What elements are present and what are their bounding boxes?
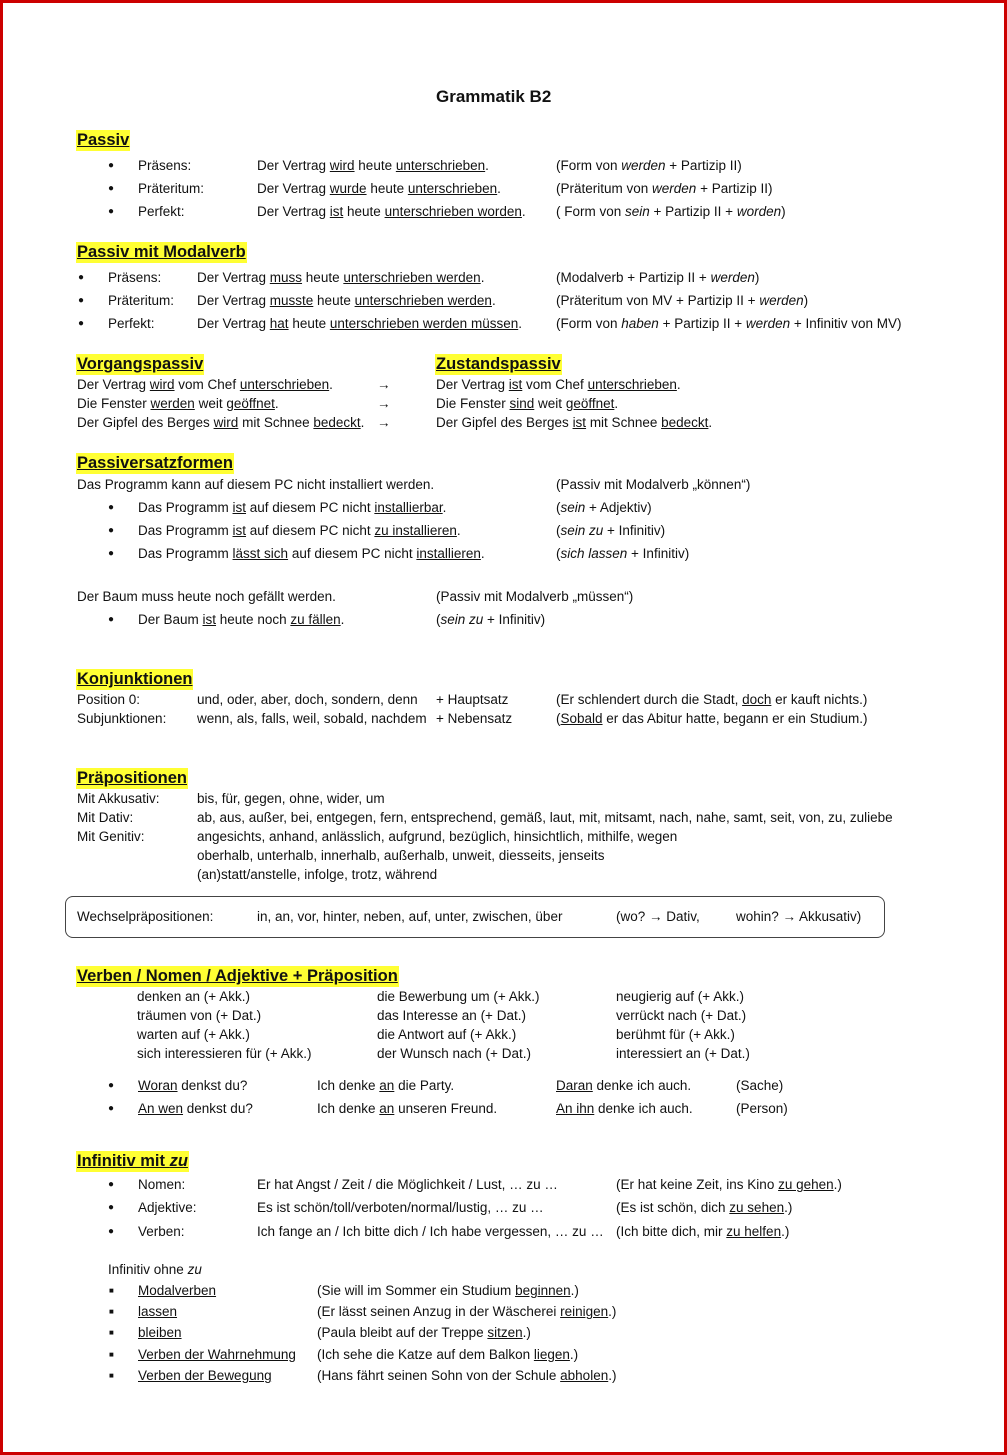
modal-label: ● Perfekt:	[108, 315, 155, 333]
zustand-row: Die Fenster sind weit geöffnet.	[436, 396, 619, 411]
ersatz-intro: Der Baum muss heute noch gefällt werden.	[77, 589, 336, 604]
modal-label: ● Präsens:	[108, 269, 161, 287]
praep-gen: angesichts, anhand, anlässlich, aufgrund, bezüglich, hinsichtlich, mithilfe, wegen	[197, 829, 678, 844]
ersatz-note: (sein zu + Infinitiv)	[556, 523, 666, 538]
vna-reply: Daran denke ich auch.	[556, 1078, 692, 1093]
heading-verben-nomen-adjektive: Verben / Nomen / Adjektive + Präposition	[77, 967, 398, 985]
konj-example: (Sobald er das Abitur hatte, begann er ein Studium.)	[556, 711, 868, 726]
vna-adjective: berühmt für (+ Akk.)	[616, 1027, 735, 1042]
heading-praepositionen: Präpositionen	[77, 769, 188, 787]
vna-adjective: neugierig auf (+ Akk.)	[616, 989, 744, 1004]
ersatz-intro: Das Programm kann auf diesem PC nicht installiert werden.	[77, 477, 435, 492]
vna-verb: sich interessieren für (+ Akk.)	[137, 1046, 312, 1061]
wechsel-label: Wechselpräpositionen:	[77, 909, 214, 924]
inf-example: (Es ist schön, dich zu sehen.)	[616, 1200, 793, 1215]
vna-verb: träumen von (+ Dat.)	[137, 1008, 262, 1023]
inf-ohne-example: (Paula bleibt auf der Treppe sitzen.)	[317, 1325, 531, 1340]
modal-note: (Präteritum von MV + Partizip II + werden)	[556, 293, 809, 308]
vna-verb: denken an (+ Akk.)	[137, 989, 250, 1004]
praep-dat-label: Mit Dativ:	[77, 810, 134, 825]
ersatz-example: ● Das Programm lässt sich auf diesem PC nicht installieren.	[138, 545, 485, 563]
vna-question: ● An wen denkst du?	[138, 1100, 253, 1118]
inf-example: (Er hat keine Zeit, ins Kino zu gehen.)	[616, 1177, 842, 1192]
praep-akk-label: Mit Akkusativ:	[77, 791, 160, 806]
vna-answer: Ich denke an die Party.	[317, 1078, 455, 1093]
ersatz-example: ● Der Baum ist heute noch zu fällen.	[138, 611, 344, 629]
passiv-label: ● Perfekt:	[138, 203, 185, 221]
heading-passiv: Passiv	[77, 131, 130, 149]
vna-noun: der Wunsch nach (+ Dat.)	[377, 1046, 531, 1061]
wechsel-wohin: wohin? → Akkusativ)	[736, 909, 862, 924]
ersatz-note: (sein zu + Infinitiv)	[436, 612, 546, 627]
vna-type: (Sache)	[736, 1078, 784, 1093]
ersatz-note: (sein + Adjektiv)	[556, 500, 652, 515]
vorgang-row: Der Gipfel des Berges wird mit Schnee bedeckt.	[77, 415, 365, 430]
zustand-row: Der Vertrag ist vom Chef unterschrieben.	[436, 377, 681, 392]
konj-type: + Nebensatz	[436, 711, 513, 726]
ersatz-example: ● Das Programm ist auf diesem PC nicht installierbar.	[138, 499, 446, 517]
vna-noun: die Antwort auf (+ Akk.)	[377, 1027, 517, 1042]
vna-verb: warten auf (+ Akk.)	[137, 1027, 250, 1042]
vna-answer: Ich denke an unseren Freund.	[317, 1101, 498, 1116]
modal-note: (Form von haben + Partizip II + werden + Infinitiv von MV)	[556, 316, 902, 331]
inf-ohne-example: (Hans fährt seinen Sohn von der Schule abholen.)	[317, 1368, 617, 1383]
inf-ohne-example: (Ich sehe die Katze auf dem Balkon liegen.)	[317, 1347, 579, 1362]
konj-words: wenn, als, falls, weil, sobald, nachdem	[197, 711, 427, 726]
wechsel-list: in, an, vor, hinter, neben, auf, unter, zwischen, über	[257, 909, 563, 924]
vna-noun: die Bewerbung um (+ Akk.)	[377, 989, 540, 1004]
zustand-row: Der Gipfel des Berges ist mit Schnee bedeckt.	[436, 415, 713, 430]
inf-ohne-label: ■ Verben der Wahrnehmung	[138, 1346, 296, 1364]
konj-label: Position 0:	[77, 692, 141, 707]
inf-desc: Es ist schön/toll/verboten/normal/lustig, … zu …	[257, 1200, 544, 1215]
konj-label: Subjunktionen:	[77, 711, 167, 726]
praep-dat: ab, aus, außer, bei, entgegen, fern, entsprechend, gemäß, laut, mit, mitsamt, nach, nahe, samt, seit, von, zu, zuliebe	[197, 810, 893, 825]
praep-akk: bis, für, gegen, ohne, wider, um	[197, 791, 385, 806]
modal-example: Der Vertrag hat heute unterschrieben werden müssen.	[197, 316, 522, 331]
vna-noun: das Interesse an (+ Dat.)	[377, 1008, 526, 1023]
arrow-icon: →	[377, 396, 391, 411]
inf-desc: Ich fange an / Ich bitte dich / Ich habe vergessen, … zu …	[257, 1224, 604, 1239]
inf-ohne-example: (Sie will im Sommer ein Studium beginnen.)	[317, 1283, 579, 1298]
konj-type: + Hauptsatz	[436, 692, 509, 707]
inf-ohne-example: (Er lässt seinen Anzug in der Wäscherei reinigen.)	[317, 1304, 617, 1319]
inf-label: ● Verben:	[138, 1223, 185, 1241]
modal-example: Der Vertrag musste heute unterschrieben werden.	[197, 293, 496, 308]
passiv-example: Der Vertrag wurde heute unterschrieben.	[257, 181, 501, 196]
vna-reply: An ihn denke ich auch.	[556, 1101, 693, 1116]
vorgang-row: Die Fenster werden weit geöffnet.	[77, 396, 279, 411]
passiv-example: Der Vertrag ist heute unterschrieben worden.	[257, 204, 526, 219]
vna-adjective: interessiert an (+ Dat.)	[616, 1046, 750, 1061]
modal-label: ● Präteritum:	[108, 292, 174, 310]
inf-example: (Ich bitte dich, mir zu helfen.)	[616, 1224, 790, 1239]
inf-desc: Er hat Angst / Zeit / die Möglichkeit / Lust, … zu …	[257, 1177, 558, 1192]
vna-adjective: verrückt nach (+ Dat.)	[616, 1008, 747, 1023]
inf-ohne-heading: Infinitiv ohne zu	[108, 1262, 202, 1277]
arrow-icon: →	[377, 377, 391, 392]
vna-question: ● Woran denkst du?	[138, 1077, 247, 1095]
passiv-note: (Form von werden + Partizip II)	[556, 158, 742, 173]
heading-infinitiv-mit-zu: Infinitiv mit zu	[77, 1152, 188, 1170]
ersatz-intro-note: (Passiv mit Modalverb „können“)	[556, 477, 751, 492]
vorgang-row: Der Vertrag wird vom Chef unterschrieben.	[77, 377, 333, 392]
heading-passiversatzformen: Passiversatzformen	[77, 454, 233, 472]
passiv-label: ● Präteritum:	[138, 180, 204, 198]
passiv-note: ( Form von sein + Partizip II + worden)	[556, 204, 786, 219]
konj-words: und, oder, aber, doch, sondern, denn	[197, 692, 418, 707]
inf-ohne-label: ■ lassen	[138, 1303, 177, 1321]
praep-gen: oberhalb, unterhalb, innerhalb, außerhalb, unweit, diesseits, jenseits	[197, 848, 605, 863]
passiv-note: (Präteritum von werden + Partizip II)	[556, 181, 773, 196]
konj-example: (Er schlendert durch die Stadt, doch er kauft nichts.)	[556, 692, 868, 707]
vna-type: (Person)	[736, 1101, 788, 1116]
praep-gen: (an)statt/anstelle, infolge, trotz, während	[197, 867, 438, 882]
wechsel-wo: (wo? → Dativ,	[616, 909, 700, 924]
inf-label: ● Nomen:	[138, 1176, 185, 1194]
ersatz-example: ● Das Programm ist auf diesem PC nicht zu installieren.	[138, 522, 461, 540]
praep-gen-label: Mit Genitiv:	[77, 829, 145, 844]
page-title: Grammatik B2	[436, 87, 552, 106]
modal-example: Der Vertrag muss heute unterschrieben werden.	[197, 270, 485, 285]
arrow-icon: →	[377, 415, 391, 430]
ersatz-note: (sich lassen + Infinitiv)	[556, 546, 690, 561]
inf-ohne-label: ■ Modalverben	[138, 1282, 216, 1300]
heading-zustandspassiv: Zustandspassiv	[436, 355, 561, 373]
heading-vorgangspassiv: Vorgangspassiv	[77, 355, 204, 373]
inf-ohne-label: ■ bleiben	[138, 1324, 182, 1342]
heading-konjunktionen: Konjunktionen	[77, 670, 193, 688]
inf-label: ● Adjektive:	[138, 1199, 197, 1217]
passiv-label: ● Präsens:	[138, 157, 191, 175]
modal-note: (Modalverb + Partizip II + werden)	[556, 270, 760, 285]
inf-ohne-label: ■ Verben der Bewegung	[138, 1367, 272, 1385]
ersatz-intro-note: (Passiv mit Modalverb „müssen“)	[436, 589, 634, 604]
heading-passiv-modalverb: Passiv mit Modalverb	[77, 243, 246, 261]
passiv-example: Der Vertrag wird heute unterschrieben.	[257, 158, 489, 173]
